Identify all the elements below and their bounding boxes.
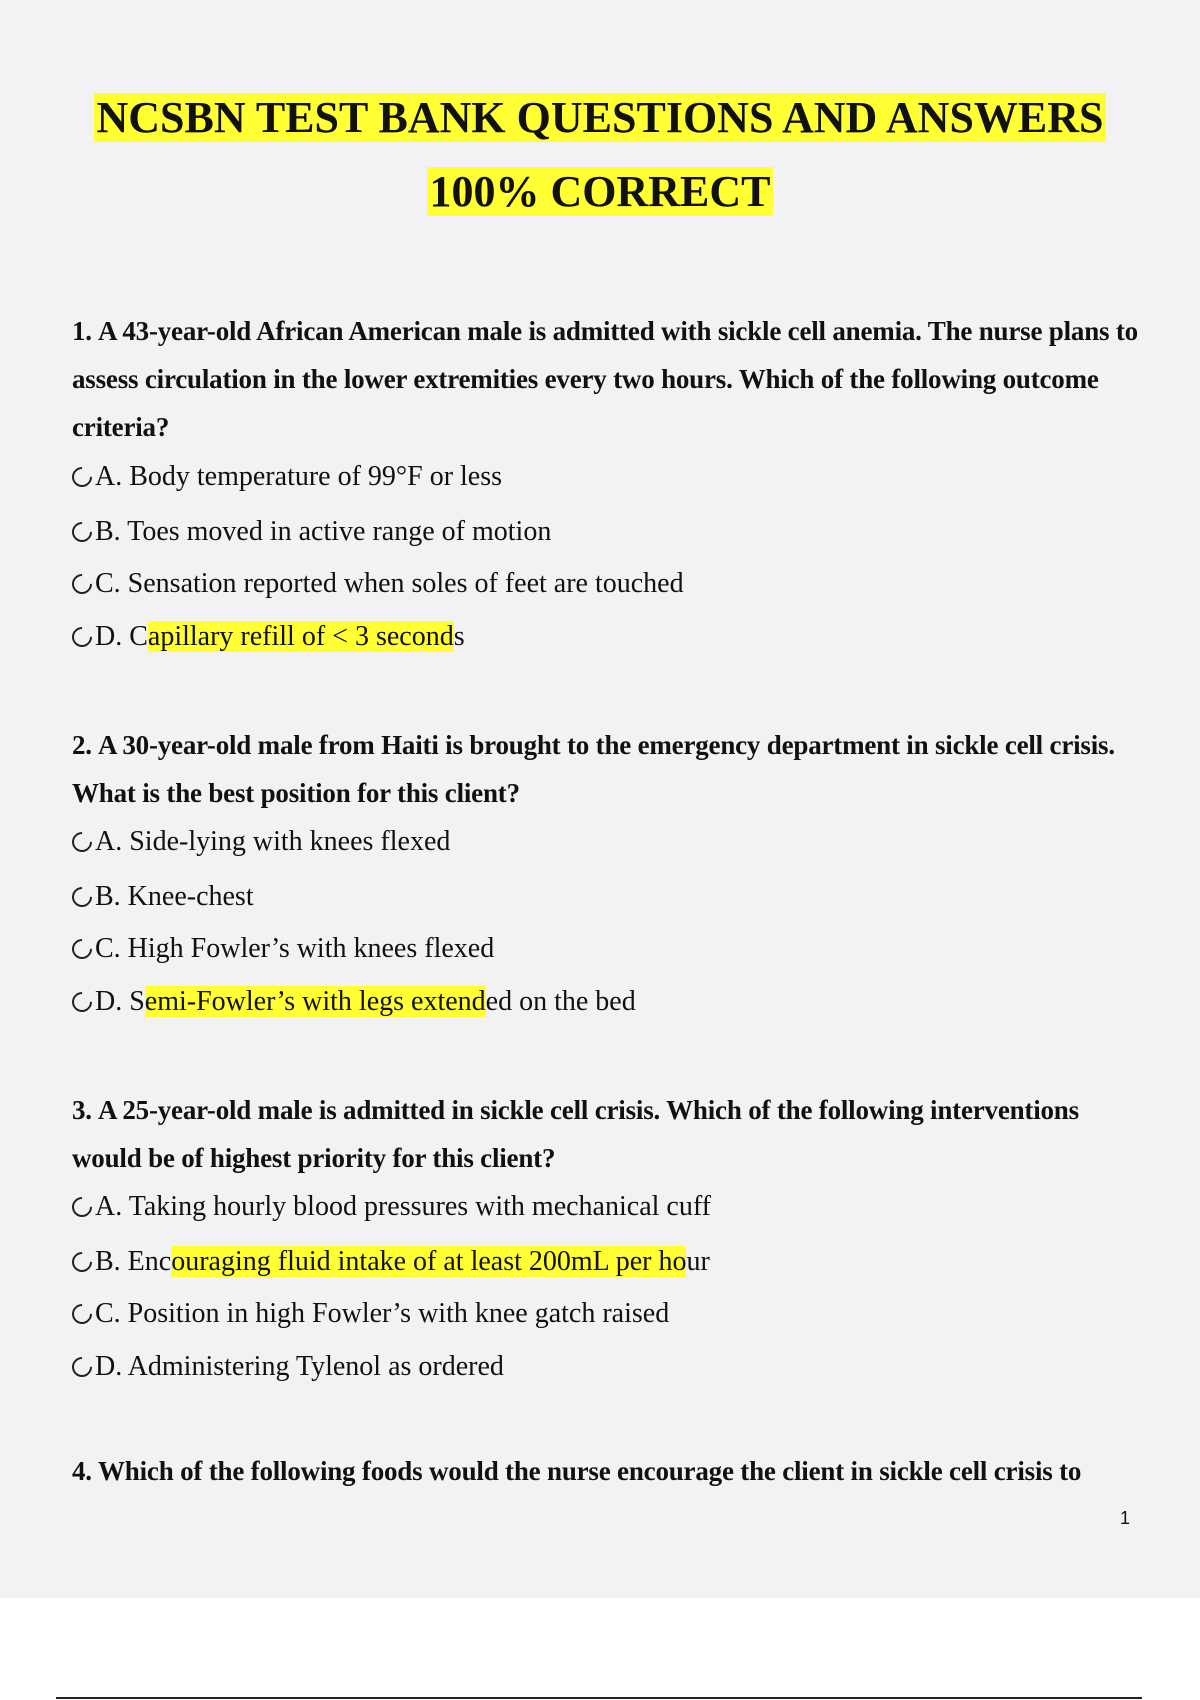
question-number: 3.: [72, 1095, 92, 1125]
option-1c[interactable]: C. Sensation reported when soles of feet are touched: [72, 564, 684, 604]
next-page-rule: [56, 1697, 1142, 1699]
question-text: A 43-year-old African American male is admitted with sickle cell anemia. The nurse plans to assess circulation in the lower extremities every two hours. Which of the following outcome criteria?: [72, 316, 1138, 442]
radio-circle-icon[interactable]: [68, 1248, 96, 1276]
question-number: 4.: [72, 1456, 92, 1486]
radio-circle-icon[interactable]: [68, 1193, 96, 1221]
option-3c[interactable]: C. Position in high Fowler’s with knee gatch raised: [72, 1294, 669, 1334]
radio-circle-icon[interactable]: [68, 1300, 96, 1328]
radio-circle-icon[interactable]: [68, 1353, 96, 1381]
radio-circle-icon[interactable]: [68, 570, 96, 598]
title-line-1: [0, 90, 1200, 146]
question-3: [72, 1086, 1142, 1182]
option-1d[interactable]: D. Capillary refill of < 3 seconds: [72, 617, 465, 657]
title-text-1: NCSBN TEST BANK QUESTIONS AND ANSWERS: [96, 93, 1104, 142]
option-2c[interactable]: C. High Fowler’s with knees flexed: [72, 929, 494, 969]
title-text-2: 100% CORRECT: [429, 167, 771, 216]
question-number: 2.: [72, 730, 92, 760]
option-3b[interactable]: B. Encouraging fluid intake of at least 200mL per hour: [72, 1242, 710, 1282]
answer-highlight: emi-Fowler’s with legs extend: [144, 986, 486, 1017]
option-2d[interactable]: D. Semi-Fowler’s with legs extended on the bed: [72, 982, 636, 1022]
question-text: A 30-year-old male from Haiti is brought to the emergency department in sickle cell crisis. What is the best position for this client?: [72, 730, 1115, 808]
option-2b[interactable]: B. Knee-chest: [72, 877, 254, 917]
answer-highlight: ouraging fluid intake of at least 200mL per ho: [171, 1246, 687, 1277]
option-1a[interactable]: A. Body temperature of 99°F or less: [72, 457, 502, 497]
question-number: 1.: [72, 316, 92, 346]
radio-circle-icon[interactable]: [68, 518, 96, 546]
option-1b[interactable]: B. Toes moved in active range of motion: [72, 512, 551, 552]
radio-circle-icon[interactable]: [68, 623, 96, 651]
option-2a[interactable]: A. Side-lying with knees flexed: [72, 822, 450, 862]
radio-circle-icon[interactable]: [68, 463, 96, 491]
radio-circle-icon[interactable]: [68, 935, 96, 963]
radio-circle-icon[interactable]: [68, 828, 96, 856]
radio-circle-icon[interactable]: [68, 988, 96, 1016]
question-4: [72, 1447, 1142, 1495]
option-3a[interactable]: A. Taking hourly blood pressures with mechanical cuff: [72, 1187, 711, 1227]
question-1: [72, 307, 1142, 451]
radio-circle-icon[interactable]: [68, 883, 96, 911]
page-number: 1: [1119, 1508, 1130, 1528]
option-3d[interactable]: D. Administering Tylenol as ordered: [72, 1347, 504, 1387]
question-text: Which of the following foods would the nurse encourage the client in sickle cell crisis to: [98, 1456, 1082, 1486]
title-line-2: [0, 164, 1200, 220]
question-text: A 25-year-old male is admitted in sickle cell crisis. Which of the following interventions would be of highest priority for this client?: [72, 1095, 1079, 1173]
question-2: [72, 721, 1142, 817]
answer-highlight: apillary refill of < 3 second: [147, 621, 454, 652]
